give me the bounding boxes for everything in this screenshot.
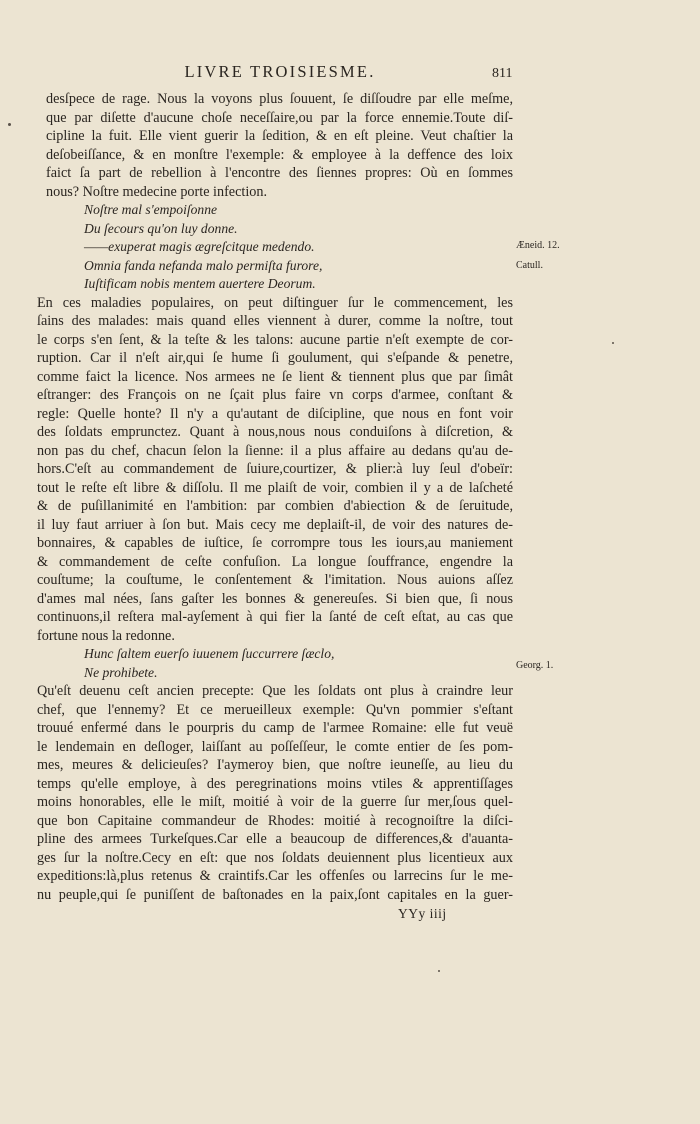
signature-mark: YYy iiij xyxy=(398,906,447,921)
text-line: ruption. Car il n'eſt air,qui ſe hume ſi goulument, qui s'eſpande & penetre, xyxy=(37,350,513,366)
verse-line: ——exuperat magis ægreſcitque medendo. xyxy=(84,239,315,254)
text-line: que par diſette d'aucune choſe neceſſaire,ou par la force ennemie.Toute diſ- xyxy=(46,109,513,126)
text-line: temps qu'elle employe, à des peregrinations moins vtiles & apprentiſſages xyxy=(37,775,513,792)
margin-note-aeneid: Æneid. 12. xyxy=(516,240,560,251)
text-line: moins honorables, elle le miſt, moitié à voir de la guerre ſur mer,ſous quel- xyxy=(37,794,513,810)
text-line: le corps s'en ſent, & la teſte & les talons: aucune partie n'eſt exempte de cor- xyxy=(37,331,513,348)
verse-line: Omnia fanda nefanda malo permiſta furore, xyxy=(84,257,323,273)
text-line: chef, que l'ennemy? Et ce merueilleux exemple: Qu'vn pommier s'eſtant xyxy=(37,701,513,718)
verse-line: Noſtre mal s'empoiſonne xyxy=(84,202,218,217)
text-line: il luy faut arriuer à ſon but. Mais cecy me deplaiſt-il, de voir des natures de- xyxy=(37,516,513,533)
text-line: couſtume; la couſtume, le conſentement & l'imitation. Nous auions aſſez xyxy=(37,572,513,588)
text-line: En ces maladies populaires, on peut diſtinguer ſur le commencement, les xyxy=(37,294,513,311)
text-line: Qu'eſt deuenu ceſt ancien precepte: Que les ſoldats ont plus à craindre leur xyxy=(37,683,513,699)
text-line: desſpece de rage. Nous la voyons plus ſouuent, ſe diſſoudre par elle meſme, xyxy=(46,91,513,107)
text-line: le lendemain en deſloger, laiſſant au poſſeſſeur, le comte entier de ſes pom- xyxy=(37,738,513,755)
text-line: ges ſur la noſtre.Cecy en eſt: que nos ſoldats deuiennent plus licentieux aux xyxy=(37,849,513,866)
main-text xyxy=(37,90,513,904)
ink-speck xyxy=(8,123,11,126)
text-line: pline des armees Turkeſques.Car elle a beaucoup de differences,& d'auanta- xyxy=(37,831,513,847)
text-line: non pas du chef, chacun ſelon la ſienne: il a plus affaire au dedans qu'au de- xyxy=(37,442,513,459)
text-line: continuons,il reſtera mal-ayſement à qui fier la ſanté de ceſt eſtat, au cas que xyxy=(37,609,513,625)
running-head: LIVRE TROISIESME. xyxy=(184,62,376,81)
text-line: comme faict la licence. Nos armees ne ſe lient & tiennent plus que par ſimât xyxy=(37,368,513,385)
text-line: regle: Quelle honte? Il n'y a qu'autant de diſcipline, que nous en font voir xyxy=(37,405,513,422)
text-line: nu peuple,qui ſe puniſſent de baſtonades en la paix,ſont capitales en la guer- xyxy=(37,886,513,903)
text-line: nous? Noſtre medecine porte infection. xyxy=(46,183,268,200)
text-line: bonnaires, & capables de iuſtice, ſe corrompre tous les iours,au maniement xyxy=(37,535,513,551)
page-number: 811 xyxy=(492,66,513,81)
verse-line: Iuſtificam nobis mentem auertere Deorum. xyxy=(84,276,316,291)
margin-note-georg: Georg. 1. xyxy=(516,660,554,671)
text-line: fortune nous la redonne. xyxy=(37,627,175,644)
text-line: expeditions:là,plus retenus & craintifs.Car les offenſes ou larrecins ſur le me- xyxy=(37,868,513,884)
text-line: ſains des malades: mais quand elles viennent à durer, comme la noſtre, tout xyxy=(37,313,513,329)
text-line: tout le reſte eſt libre & diſſolu. Il me plaiſt de voir, combien il y a de laſcheté xyxy=(37,479,513,496)
verse-line: Du ſecours qu'on luy donne. xyxy=(84,220,238,236)
text-line: d'ames mal nées, ſans gaſter les bonnes & genereuſes. Si bien que, ſi nous xyxy=(37,590,513,607)
text-line: mes, meures & delicieuſes? I'aymeroy bien, que noſtre ieuneſſe, au lieu du xyxy=(37,757,513,773)
verse-line: Hunc ſaltem euerſo iuuenem ſuccurrere ſæclo, xyxy=(84,646,335,661)
text-line: trouué enfermé dans le pourpris du camp de l'armee Romaine: elle fut veuë xyxy=(37,720,513,736)
text-line: que bon Capitaine commandeur de Rhodes: moitié à recognoiſtre la diſci- xyxy=(37,812,513,829)
text-line: cipline la fuit. Elle vient guerir la ſedition, & en eſt pleine. Veut chaſtier la xyxy=(46,128,513,144)
text-line: faict ſa part de rebellion à l'encontre des ſiennes propres: Où en ſommes xyxy=(46,165,513,181)
text-line: deſobeiſſance, & en monſtre l'exemple: & employee à la deffence des loix xyxy=(46,146,513,163)
ink-speck xyxy=(612,342,614,344)
text-line: hors.C'eſt au commandement de ſuiure,courtizer, & plier:à luy ſeul d'obeïr: xyxy=(37,461,513,477)
text-line: des ſoldats emprunctez. Quant à nous,nous nous conduiſons à diſcretion, & xyxy=(37,424,513,440)
verse-line: Ne prohibete. xyxy=(84,664,158,680)
ink-speck xyxy=(438,970,440,972)
margin-note-catull: Catull. xyxy=(516,260,543,271)
text-line: eſtranger: des François on ne ſçait plus faire vn corps d'armee, conſtant & xyxy=(37,387,513,403)
text-line: & commandement de ceſte confuſion. La longue ſouffrance, engendre la xyxy=(37,553,513,570)
text-line: & de puſillanimité en l'ambition: par combien d'abiection & de ſeruitude, xyxy=(37,498,513,514)
